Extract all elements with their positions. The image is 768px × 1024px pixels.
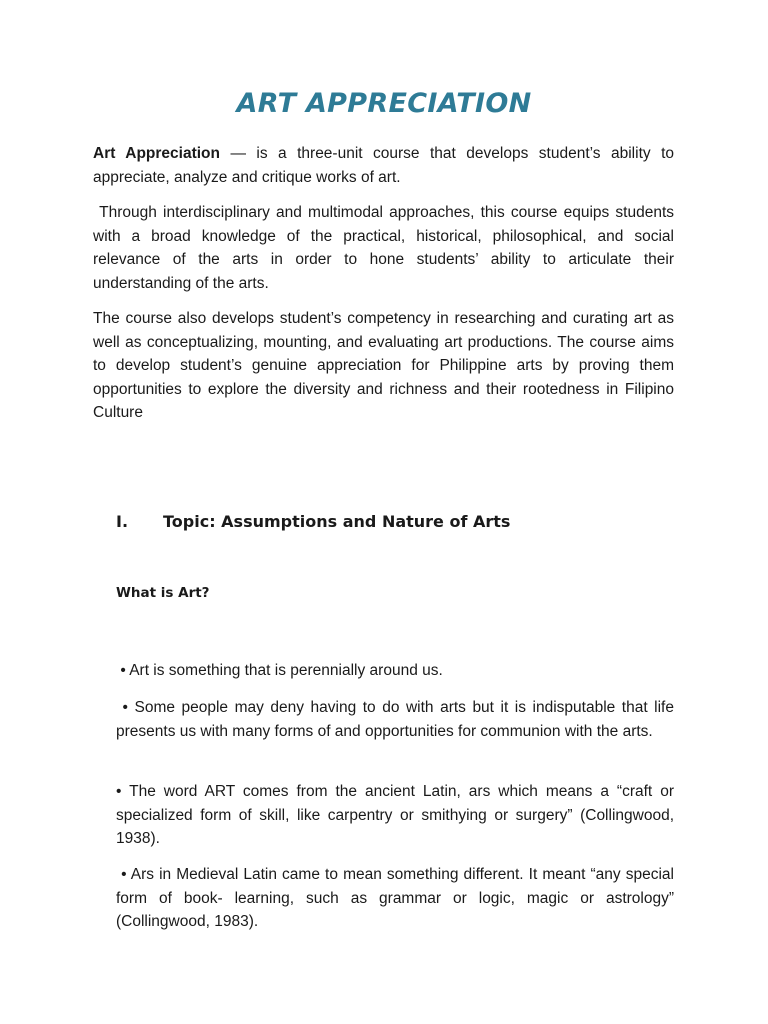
- intro-paragraph-1: [93, 142, 674, 189]
- bullet-text: • Ars in Medieval Latin came to mean something different. It meant “any special form of book- learning, such as grammar or logic, magic or astrology” (Collingwood, 1983).: [116, 866, 674, 930]
- course-term: Art Appreciation: [93, 145, 220, 162]
- section-number: I.: [116, 512, 129, 531]
- bullet-item: [116, 696, 674, 743]
- course-definition: — is a three-unit course that develops student’s ability to appreciate, analyze and critique works of art.: [93, 145, 674, 186]
- subheading: What is Art?: [116, 585, 210, 601]
- bullet-item: [116, 659, 674, 683]
- document-title: ART APPRECIATION: [236, 88, 532, 119]
- intro-paragraph-2: [93, 201, 674, 295]
- section-title: Topic: Assumptions and Nature of Arts: [163, 512, 511, 531]
- section-heading: [116, 512, 510, 531]
- bullet-item: • The word ART comes from the ancient Latin, ars which means a “craft or specialized form of skill, like carpentry or smithying or surgery” (Collingwood, 1938).: [116, 783, 674, 847]
- intro-paragraph-3: The course also develops student’s competency in researching and curating art as well as conceptualizing, mounting, and evaluating art productions. The course aims to develop student’s genuine appreciation for Philippine arts by proving them opportunities to explore the diversity and richness and their rootedness in Filipino Culture: [93, 310, 674, 421]
- bullet-text: • Some people may deny having to do with arts but it is indisputable that life presents us with many forms of and opportunities for communion with the arts.: [116, 699, 674, 740]
- bullet-item: [116, 863, 674, 934]
- bullet-text: • Art is something that is perennially around us.: [120, 662, 443, 679]
- intro-paragraph-2-text: Through interdisciplinary and multimodal approaches, this course equips students with a broad knowledge of the practical, historical, philosophical, and social relevance of the arts in order to hone students’ ability to articulate their understanding of the arts.: [93, 204, 675, 292]
